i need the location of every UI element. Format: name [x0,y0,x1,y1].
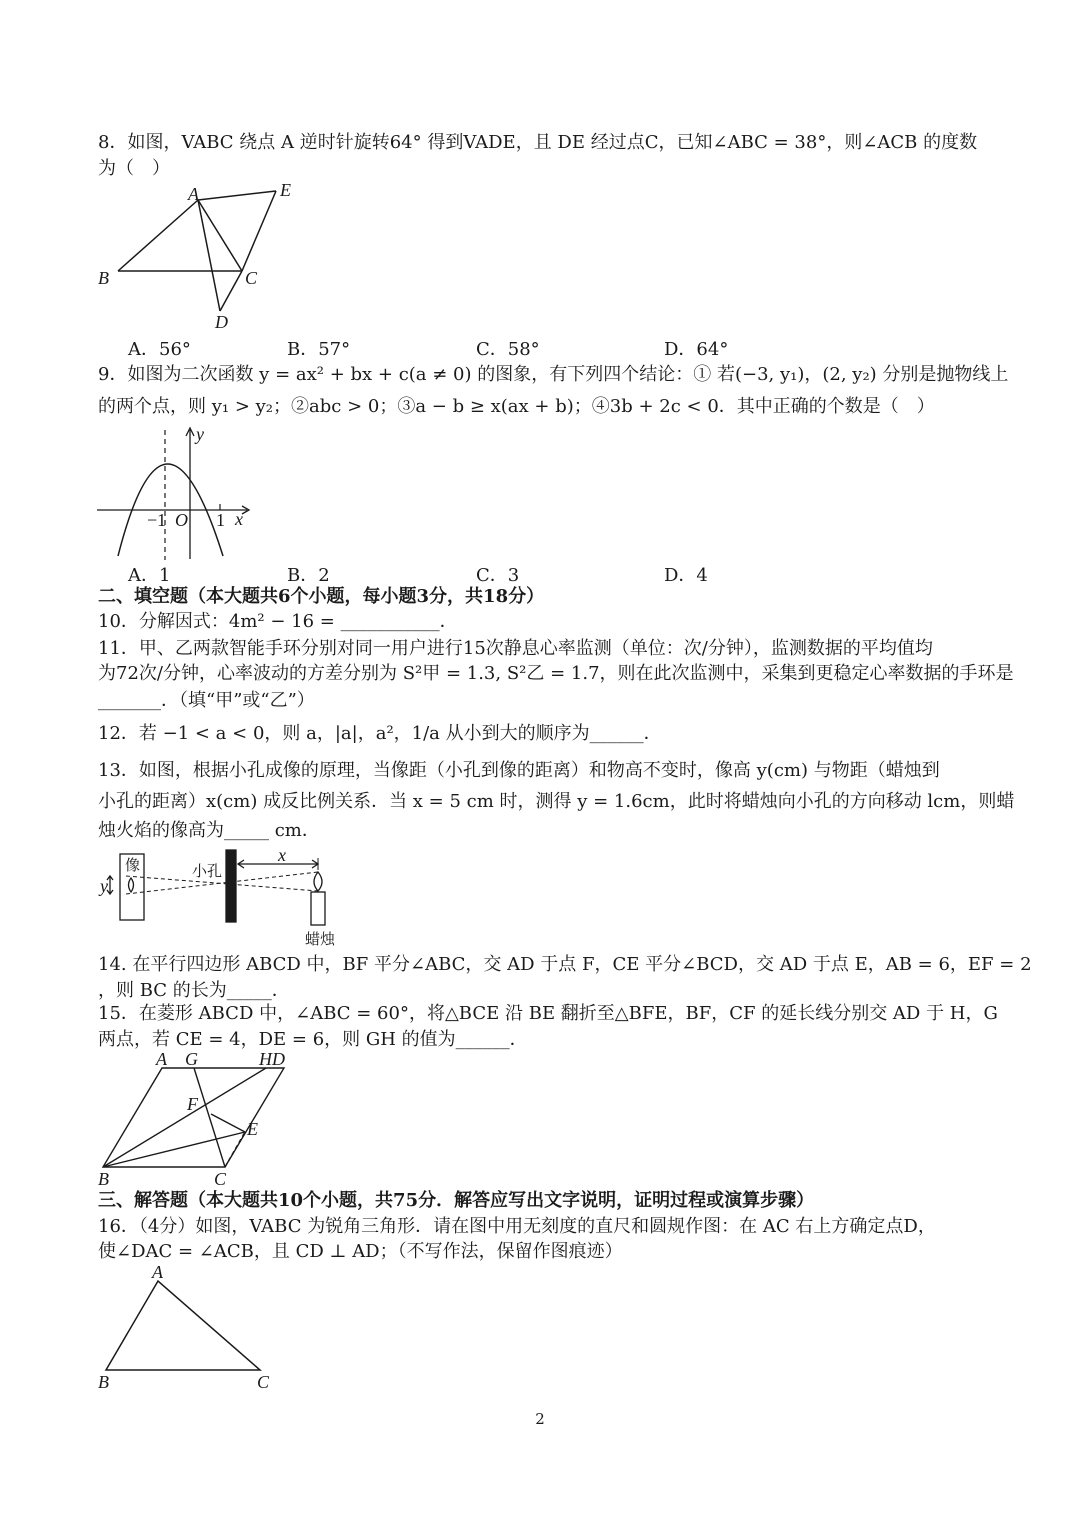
q15-figure [94,1048,304,1193]
q15-label-f: F [187,1094,198,1114]
q9-line1: 9．如图为二次函数 y = ax² + bx + c(a ≠ 0) 的图象，有下列四个结论：① 若(−3, y₁)，(2, y₂) 分别是抛物线上 [98,364,1009,385]
q8-line1: 8．如图，VABC 绕点 A 逆时针旋转64° 得到VADE，且 DE 经过点C，已知∠ABC = 38°，则∠ACB 的度数 [98,132,978,153]
section2-heading: 二、填空题（本大题共6个小题，每小题3分，共18分） [98,586,545,607]
q8-figure [90,178,310,338]
q13-line3: 烛火焰的像高为_____ cm． [98,820,320,841]
q11-line3: _______．（填“甲”或“乙”） [98,690,315,711]
q15-label-b: B [98,1169,109,1188]
q8-label-d: D [215,312,228,332]
q8-option-d: D．64° [664,339,729,360]
q9-label-y: y [196,424,204,444]
q9-label-o: O [175,510,188,530]
q9-label-neg1: −1 [147,510,167,530]
q15-label-hd: HD [259,1049,285,1069]
q8-label-e: E [280,180,291,200]
q8-option-a: A．56° [128,339,191,360]
q12-text: 12．若 −1 < a < 0，则 a，|a|，a²，1/a 从小到大的顺序为______． [98,723,662,744]
q8-label-c: C [245,268,258,288]
q15-label-a: A [156,1049,167,1069]
q16-figure [94,1262,284,1397]
q9-label-one: 1 [216,510,225,530]
q14-line2: ，则 BC 的长为_____． [98,980,290,1001]
q8-option-b: B．57° [287,339,351,360]
q9-option-d: D．4 [664,565,708,586]
q9-line2: 的两个点，则 y₁ > y₂；②abc > 0；③a − b ≥ x(ax + b)；④3b + 2c < 0．其中正确的个数是（ ） [98,396,935,417]
q15-line1: 15．在菱形 ABCD 中，∠ABC = 60°，将△BCE 沿 BE 翻折至△BFE，BF，CF 的延长线分别交 AD 于 H，G [98,1003,998,1024]
page-number: 2 [535,1410,545,1428]
q16-line2: 使∠DAC = ∠ACB，且 CD ⊥ AD；（不写作法，保留作图痕迹） [98,1241,623,1262]
section3-heading: 三、解答题（本大题共10个小题，共75分．解答应写出文字说明，证明过程或演算步骤） [98,1190,815,1211]
q9-option-c: C．3 [476,565,520,586]
q11-line1: 11．甲、乙两款智能手环分别对同一用户进行15次静息心率监测（单位：次/分钟），监测数据的平均值均 [98,638,933,659]
q13-line1: 13．如图，根据小孔成像的原理，当像距（小孔到像的距离）和物高不变时，像高 y(cm) 与物距（蜡烛到 [98,760,940,781]
q9-option-b: B．2 [287,565,330,586]
q10-text: 10．分解因式：4m² − 16 = ___________． [98,611,458,632]
q8-option-c: C．58° [476,339,540,360]
q9-label-x: x [235,509,243,529]
q8-label-a: A [188,184,199,204]
q13-label-image: 像 [125,856,141,874]
q14-line1: 14. 在平行四边形 ABCD 中，BF 平分∠ABC，交 AD 于点 F，CE 平分∠BCD，交 AD 于点 E，AB = 6，EF = 2 [98,954,1032,975]
q13-label-x: x [278,848,286,865]
q15-label-e: E [247,1119,258,1139]
q13-label-hole: 小孔 [192,862,223,880]
q8-line2: 为（ ） [98,158,170,179]
q16-line1: 16．（4分）如图，VABC 为锐角三角形．请在图中用无刻度的直尺和圆规作图：在 AC 右上方确定点D， [98,1216,936,1237]
q15-label-c: C [214,1169,227,1188]
q15-line2: 两点，若 CE = 4，DE = 6，则 GH 的值为______． [98,1029,528,1050]
q13-label-y: y [100,876,108,896]
q16-label-a: A [152,1262,163,1282]
q9-figure [92,424,262,569]
q13-line2: 小孔的距离）x(cm) 成反比例关系．当 x = 5 cm 时，测得 y = 1.6cm，此时将蜡烛向小孔的方向移动 lcm，则蜡 [98,791,1015,812]
q16-label-c: C [257,1372,270,1392]
q8-label-b: B [98,268,109,288]
q13-figure [98,848,348,958]
q9-option-a: A．1 [128,565,171,586]
q13-label-candle: 蜡烛 [305,930,336,948]
q11-line2: 为72次/分钟，心率波动的方差分别为 S²甲 = 1.3, S²乙 = 1.7，则在此次监测中，采集到更稳定心率数据的手环是 [98,663,1014,684]
q16-label-b: B [98,1372,109,1392]
q15-label-g: G [185,1049,198,1069]
